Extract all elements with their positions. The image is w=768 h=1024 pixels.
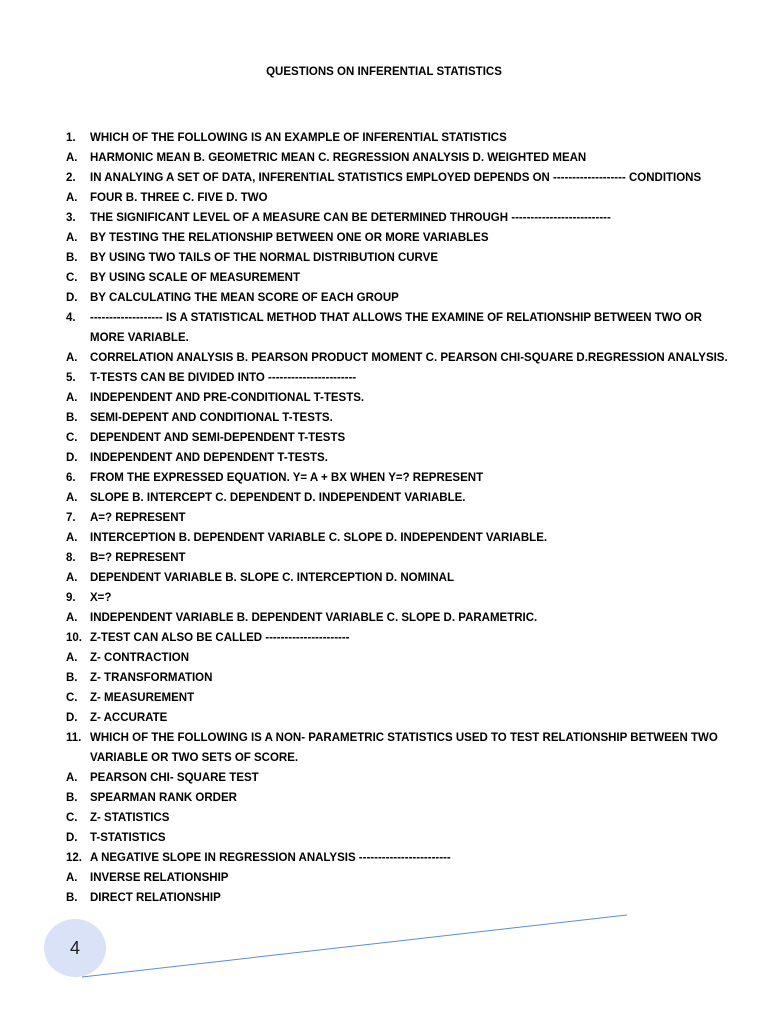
list-marker: 11. [66, 732, 82, 744]
list-text: IN ANALYING A SET OF DATA, INFERENTIAL STATISTICS EMPLOYED DEPENDS ON ------------------- CONDITIONS [90, 172, 702, 184]
list-text: MORE VARIABLE. [90, 332, 189, 344]
list-text: INVERSE RELATIONSHIP [90, 872, 229, 884]
list-marker: 5. [66, 372, 76, 384]
list-text: Z- CONTRACTION [90, 652, 190, 664]
list-marker: 9. [66, 592, 76, 604]
list-marker: 10. [66, 632, 82, 644]
list-text: VARIABLE OR TWO SETS OF SCORE. [90, 752, 299, 764]
list-marker: A. [66, 232, 78, 244]
list-marker: C. [66, 432, 78, 444]
list-marker: B. [66, 252, 78, 264]
list-text: BY USING SCALE OF MEASUREMENT [90, 272, 300, 284]
list-text: Z- ACCURATE [90, 712, 168, 724]
list-text: THE SIGNIFICANT LEVEL OF A MEASURE CAN BE DETERMINED THROUGH -------------------------- [90, 212, 611, 224]
list-text: INDEPENDENT AND PRE-CONDITIONAL T-TESTS. [90, 392, 365, 404]
list-marker: D. [66, 452, 78, 464]
list-marker: A. [66, 392, 78, 404]
list-text: INDEPENDENT AND DEPENDENT T-TESTS. [90, 452, 328, 464]
list-text: WHICH OF THE FOLLOWING IS AN EXAMPLE OF INFERENTIAL STATISTICS [90, 132, 507, 144]
list-marker: 7. [66, 512, 76, 524]
list-text: B=? REPRESENT [90, 552, 186, 564]
list-text: PEARSON CHI- SQUARE TEST [90, 772, 259, 784]
list-text: DEPENDENT VARIABLE B. SLOPE C. INTERCEPTION D. NOMINAL [90, 572, 454, 584]
list-marker: D. [66, 712, 78, 724]
list-text: SPEARMAN RANK ORDER [90, 792, 237, 804]
list-marker: C. [66, 692, 78, 704]
list-marker: A. [66, 492, 78, 504]
list-text: A=? REPRESENT [90, 512, 186, 524]
list-text: HARMONIC MEAN B. GEOMETRIC MEAN C. REGRESSION ANALYSIS D. WEIGHTED MEAN [90, 152, 587, 164]
list-marker: C. [66, 812, 78, 824]
list-marker: B. [66, 412, 78, 424]
list-marker: D. [66, 292, 78, 304]
list-marker: A. [66, 872, 78, 884]
list-text: INTERCEPTION B. DEPENDENT VARIABLE C. SLOPE D. INDEPENDENT VARIABLE. [90, 532, 548, 544]
list-text: X=? [90, 592, 112, 604]
page-number: 4 [69, 937, 80, 958]
list-text: T-STATISTICS [90, 832, 166, 844]
list-text: CORRELATION ANALYSIS B. PEARSON PRODUCT MOMENT C. PEARSON CHI-SQUARE D.REGRESSION ANALYSIS. [90, 352, 728, 364]
list-marker: 12. [66, 852, 82, 864]
list-text: Z-TEST CAN ALSO BE CALLED ---------------------- [90, 632, 350, 644]
list-marker: 2. [66, 172, 76, 184]
list-marker: A. [66, 652, 78, 664]
list-marker: 4. [66, 312, 76, 324]
list-marker: 1. [66, 132, 76, 144]
list-marker: A. [66, 572, 78, 584]
document-title: QUESTIONS ON INFERENTIAL STATISTICS [266, 66, 502, 78]
list-text: BY TESTING THE RELATIONSHIP BETWEEN ONE OR MORE VARIABLES [90, 232, 489, 244]
list-marker: 8. [66, 552, 76, 564]
list-text: A NEGATIVE SLOPE IN REGRESSION ANALYSIS ------------------------ [90, 852, 451, 864]
list-marker: B. [66, 892, 78, 904]
list-text: INDEPENDENT VARIABLE B. DEPENDENT VARIABLE C. SLOPE D. PARAMETRIC. [90, 612, 538, 624]
list-text: SLOPE B. INTERCEPT C. DEPENDENT D. INDEPENDENT VARIABLE. [90, 492, 466, 504]
list-marker: A. [66, 772, 78, 784]
list-text: T-TESTS CAN BE DIVIDED INTO ----------------------- [90, 372, 357, 384]
list-marker: 6. [66, 472, 76, 484]
list-marker: A. [66, 532, 78, 544]
list-text: DEPENDENT AND SEMI-DEPENDENT T-TESTS [90, 432, 346, 444]
list-marker: A. [66, 152, 78, 164]
list-marker: A. [66, 612, 78, 624]
list-text: BY CALCULATING THE MEAN SCORE OF EACH GROUP [90, 292, 399, 304]
list-text: DIRECT RELATIONSHIP [90, 892, 221, 904]
list-text: SEMI-DEPENT AND CONDITIONAL T-TESTS. [90, 412, 333, 424]
list-text: FROM THE EXPRESSED EQUATION. Y= A + BX WHEN Y=? REPRESENT [90, 472, 484, 484]
list-text: Z- MEASUREMENT [90, 692, 195, 704]
list-marker: A. [66, 192, 78, 204]
page-number-badge [44, 919, 106, 977]
list-text: BY USING TWO TAILS OF THE NORMAL DISTRIBUTION CURVE [90, 252, 438, 264]
list-marker: 3. [66, 212, 76, 224]
list-marker: A. [66, 352, 78, 364]
list-text: FOUR B. THREE C. FIVE D. TWO [90, 192, 268, 204]
list-marker: C. [66, 272, 78, 284]
list-marker: B. [66, 672, 78, 684]
list-text: Z- TRANSFORMATION [90, 672, 213, 684]
list-text: ------------------- IS A STATISTICAL METHOD THAT ALLOWS THE EXAMINE OF RELATIONSHIP BETWEEN TWO OR [90, 312, 702, 324]
list-marker: B. [66, 792, 78, 804]
list-text: WHICH OF THE FOLLOWING IS A NON- PARAMETRIC STATISTICS USED TO TEST RELATIONSHIP BETWEEN TWO [90, 732, 718, 744]
list-text: Z- STATISTICS [90, 812, 170, 824]
list-marker: D. [66, 832, 78, 844]
